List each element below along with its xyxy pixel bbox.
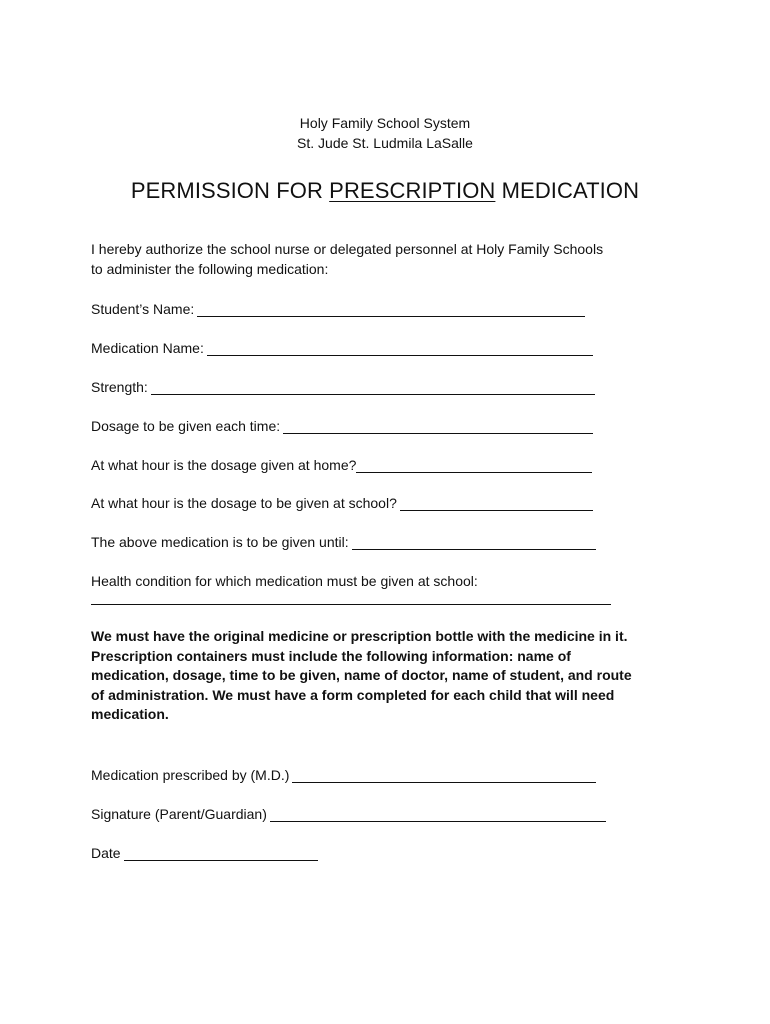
date-label: Date (91, 845, 121, 861)
form-title (0, 178, 770, 204)
notice-line-3: medication, dosage, time to be given, name of doctor, name of student, and route (91, 667, 632, 684)
title-part-3: MEDICATION (495, 178, 640, 203)
notice-line-4: of administration. We must have a form completed for each child that will need (91, 686, 615, 703)
student-name-row (91, 297, 585, 317)
prescribed-by-field[interactable] (292, 768, 596, 783)
title-underlined-word: PRESCRIPTION (329, 178, 496, 203)
hour-home-label: At what hour is the dosage given at home? (91, 457, 357, 473)
title-part-1: PERMISSION FOR (130, 178, 330, 203)
prescribed-by-label: Medication prescribed by (M.D.) (91, 767, 290, 783)
hour-home-row (91, 453, 592, 473)
authorization-statement-line-1: I hereby authorize the school nurse or delegated personnel at Holy Family Schools (91, 241, 604, 257)
bottle-requirement-notice (91, 627, 691, 725)
medication-name-row (91, 336, 593, 356)
health-condition-label: Health condition for which medication must be given at school: (91, 573, 478, 589)
school-system-name: Holy Family School System (299, 115, 471, 131)
notice-line-5: medication. (91, 706, 169, 723)
dosage-label: Dosage to be given each time: (91, 418, 281, 434)
student-name-label: Student’s Name: (91, 301, 195, 317)
dosage-row (91, 414, 593, 434)
hour-school-label: At what hour is the dosage to be given at school? (91, 495, 397, 511)
strength-field[interactable] (151, 380, 595, 395)
student-name-field[interactable] (197, 302, 585, 317)
parent-signature-row (91, 802, 606, 822)
date-row (91, 841, 318, 861)
given-until-row (91, 530, 596, 550)
authorization-statement-line-2: to administer the following medication: (91, 261, 329, 277)
strength-label: Strength: (91, 379, 148, 395)
dosage-field[interactable] (283, 419, 593, 434)
strength-row (91, 375, 595, 395)
medication-name-field[interactable] (207, 341, 593, 356)
medication-name-label: Medication Name: (91, 340, 204, 356)
health-condition-row (91, 569, 478, 589)
hour-school-field[interactable] (400, 496, 593, 511)
date-field[interactable] (124, 846, 318, 861)
given-until-field[interactable] (352, 535, 596, 550)
prescribed-by-row (91, 763, 596, 783)
hour-school-row (91, 491, 593, 511)
parent-signature-label: Signature (Parent/Guardian) (91, 806, 267, 822)
school-locations: St. Jude St. Ludmila LaSalle (297, 135, 473, 151)
notice-line-2: Prescription containers must include the following information: name of (91, 647, 571, 664)
given-until-label: The above medication is to be given until: (91, 534, 349, 550)
notice-line-1: We must have the original medicine or prescription bottle with the medicine in it. (91, 628, 628, 644)
health-condition-field[interactable] (91, 604, 611, 605)
parent-signature-field[interactable] (270, 807, 606, 822)
hour-home-field[interactable] (356, 458, 592, 473)
